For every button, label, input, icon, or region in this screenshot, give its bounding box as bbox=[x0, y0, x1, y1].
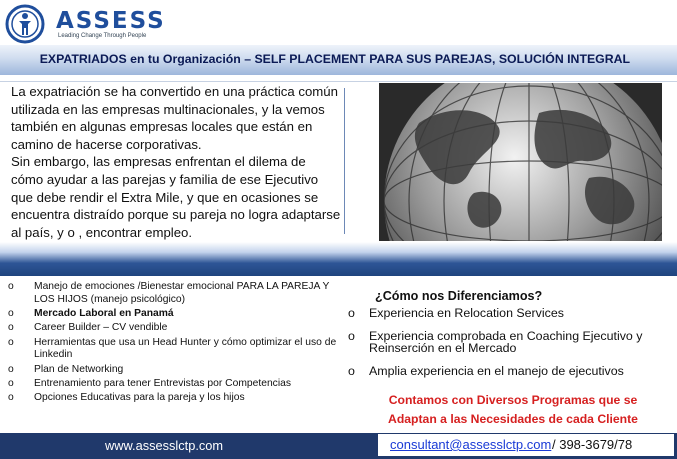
assess-logo-icon bbox=[5, 4, 45, 44]
list-item: o Amplia experiencia en el manejo de ejecutivos bbox=[348, 363, 624, 378]
bullet-icon: o bbox=[8, 322, 14, 334]
differentiators-heading: ¿Cómo nos Diferenciamos? bbox=[375, 289, 543, 303]
list-item: o Opciones Educativas para la pareja y los hijos bbox=[8, 392, 245, 404]
intro-paragraph-2: Sin embargo, las empresas enfrentan el dilema de cómo ayudar a las parejas y familia de ese Ejecutivo que debe rendir el Extra Mile, y que en ocasiones se encuentra distraído porque su pareja no logra adaptarse al país, y o , encontrar empleo. bbox=[11, 154, 341, 240]
bullet-icon: o bbox=[8, 363, 14, 375]
bullet-icon: o bbox=[8, 336, 14, 348]
bullet-icon: o bbox=[348, 328, 355, 343]
list-item: o Experiencia comprobada en Coaching Ejecutivo y Reinserción en el Mercado bbox=[348, 328, 643, 355]
globe-photo bbox=[379, 83, 662, 241]
phone-number: / 398-3679/78 bbox=[552, 437, 633, 452]
list-item: o Entrenamiento para tener Entrevistas por Competencias bbox=[8, 378, 291, 390]
differentiators-list bbox=[348, 307, 668, 377]
intro-paragraph-1: La expatriación se ha convertido en una práctica común utilizada en las empresas multinacionales, y la vemos también en algunas empresas locales que están en camino de hacerse corporativas. bbox=[11, 84, 338, 152]
bullet-icon: o bbox=[8, 378, 14, 390]
list-item: o Plan de Networking bbox=[8, 363, 124, 375]
email-link[interactable]: consultant@assesslctp.com bbox=[390, 437, 552, 452]
list-item: o Manejo de emociones /Bienestar emocional PARA LA PAREJA Y LOS HIJOS (manejo psicológico) bbox=[8, 281, 330, 305]
website-text: www.assesslctp.com bbox=[105, 438, 224, 453]
list-item: o Career Builder – CV vendible bbox=[8, 322, 168, 334]
vertical-divider bbox=[344, 88, 345, 234]
list-item: o Mercado Laboral en Panamá bbox=[8, 308, 174, 320]
bullet-icon: o bbox=[348, 306, 355, 320]
bullet-icon: o bbox=[8, 281, 14, 292]
bullet-icon: o bbox=[8, 392, 14, 404]
services-list bbox=[8, 281, 338, 407]
logo-tagline: Leading Change Through People bbox=[58, 33, 147, 39]
bullet-icon: o bbox=[348, 363, 355, 378]
intro-text bbox=[11, 83, 341, 241]
divider bbox=[0, 81, 677, 82]
logo-text: ASSESS bbox=[56, 8, 166, 34]
cta-line-1: Contamos con Diversos Programas que se bbox=[388, 393, 638, 407]
section-band bbox=[0, 242, 677, 276]
bullet-icon: o bbox=[8, 308, 14, 320]
cta-line-2: Adaptan a las Necesidades de cada Cliente bbox=[388, 411, 638, 426]
list-item: o Herramientas que usa un Head Hunter y cómo optimizar el uso de Linkedin bbox=[8, 336, 337, 361]
list-item: o Experiencia en Relocation Services bbox=[348, 306, 564, 320]
call-to-action bbox=[355, 391, 671, 428]
page-title: EXPATRIADOS en tu Organización – SELF PLACEMENT PARA SUS PAREJAS, SOLUCIÓN INTEGRAL bbox=[39, 52, 630, 66]
